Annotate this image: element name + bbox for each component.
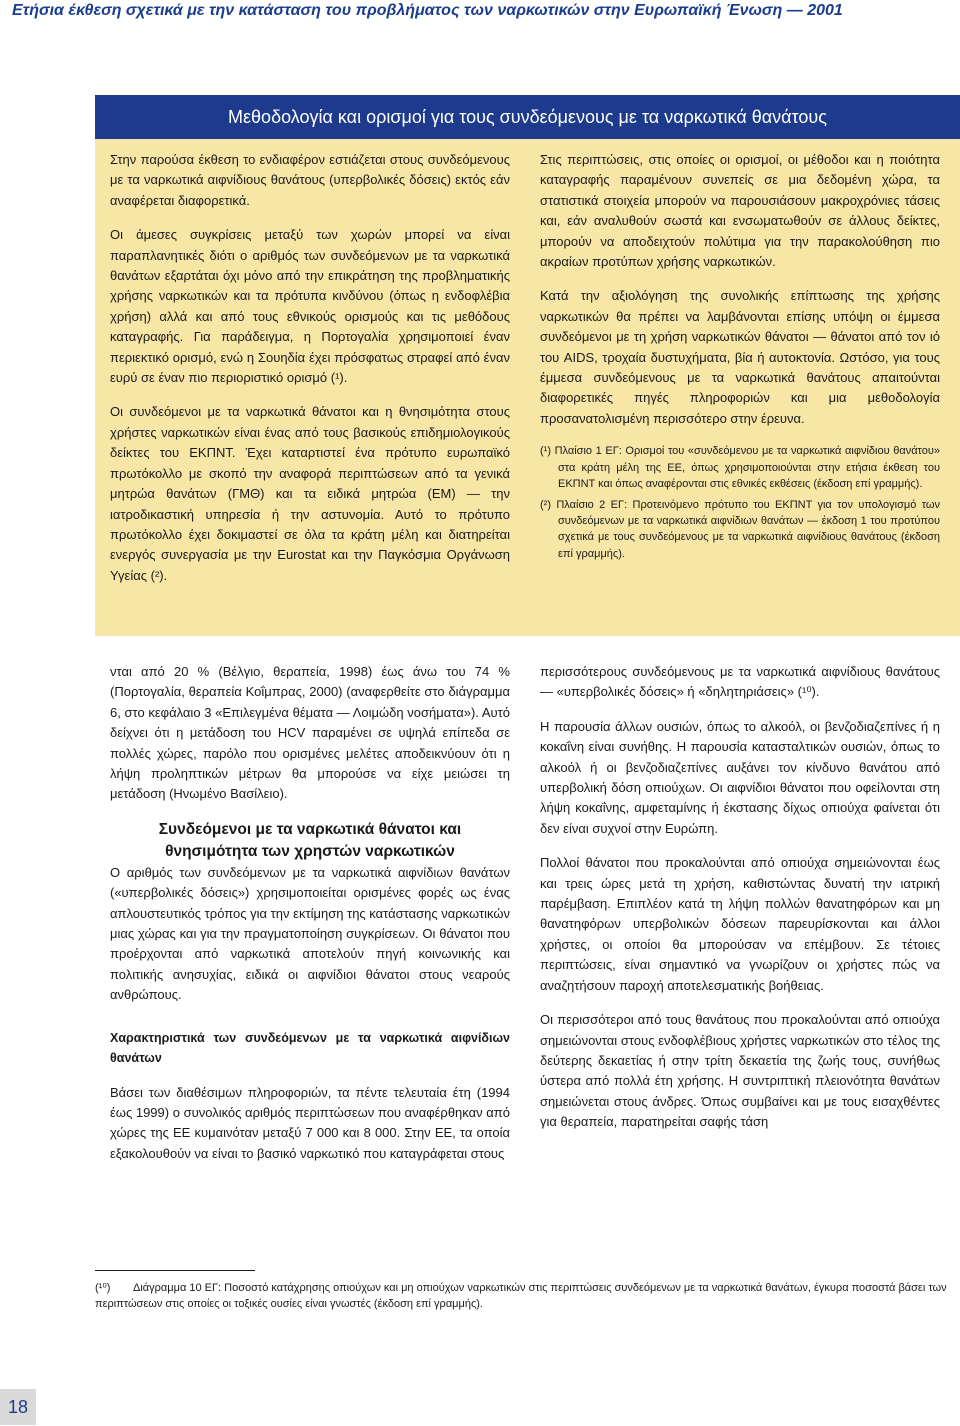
section-heading: [110, 819, 510, 863]
page-number: 18: [0, 1389, 36, 1425]
box-left-para: Οι συνδεόμενοι με τα ναρκωτικά θάνατοι και η θνησιμότητα στους χρήστες ναρκωτικών είναι ένας από τους βασικούς επιδημιολογικούς δείκτες του ΕΚΠΝΤ. Έχει καταρτιστεί ένα πρότυπο ευρωπαϊκό πρωτόκολλο με σκοπό την αναφορά περιπτώσεων από τα γενικά μητρώα θανάτων (ΓΜΘ) και τα ειδικά μητρώα (ΕΜ) — την ιατροδικαστική υπηρεσία ή την αστυνομία. Αυτό το πρότυπο πρωτόκολλο έχει δοκιμαστεί σε όλα τα κράτη μέλη και διατηρείται ενεργός συνεργασία με την Eurostat και την Παγκόσμια Οργάνωση Υγείας (²).: [110, 404, 510, 583]
box-right-para: Κατά την αξιολόγηση της συνολικής επίπτωσης της χρήσης ναρκωτικών θα πρέπει να λαμβάνονται επίσης υπόψη οι έμμεσα συνδεόμενοι με τη χρήση ναρκωτικών θάνατοι — θάνατοι από τον ιό του AIDS, τροχαία δυστυχήματα, βία ή αυτοκτονία. Ωστόσο, για τους έμμεσα συνδεόμενους με τα ναρκωτικά θανάτους απαιτούνται διαφορετικές πηγές πληροφοριών και μια μεθοδολογία προσανατολισμένη περισσότερο στην έρευνα.: [540, 288, 940, 426]
right-para: Οι περισσότεροι από τους θανάτους που προκαλούνται από οπιούχα σημειώνονται στους ενδοφλέβιους χρήστες ναρκωτικών στο τέλος της δεύτερης δεκαετίας ή στην τρίτη δεκαετία της ζωής τους, συνήθως ύστερα από πολλά έτη χρήσης. Η συντριπτική πλειονότητα θανάτων σημειώνεται στους άνδρες. Όπως συμβαίνει και με τους εισαχθέντες για θεραπεία, παρατηρείται σαφής τάση: [540, 1012, 940, 1130]
main-right-column: [540, 662, 940, 1147]
box-right-column: [540, 150, 940, 566]
right-para: Η παρουσία άλλων ουσιών, όπως το αλκοόλ, οι βενζοδιαζεπίνες ή η κοκαΐνη είναι συνήθης. Η παρουσία κατασταλτικών ουσιών, όπως το αλκοόλ ή οι βενζοδιαζεπίνες αυξάνει τον κίνδυνο θανάτου από υπερβολική δόση οπιούχων. Οι αιφνίδιοι θάνατοι που οφείλονται στη λήψη κοκαΐνης, αμφεταμίνης ή έκστασης δίχως οπιούχα φαίνεται ότι δεν είναι συχνοί στην Ευρώπη.: [540, 718, 940, 836]
section-heading-line: θνησιμότητα των χρηστών ναρκωτικών: [165, 842, 455, 860]
box-left-column: [110, 150, 510, 600]
sub-heading: Χαρακτηριστικά των συνδεόμενων με τα ναρκωτικά αιφνίδιων θανάτων: [110, 1030, 510, 1066]
section-heading-line: Συνδεόμενοι με τα ναρκωτικά θάνατοι και: [158, 820, 462, 838]
box-right-para: Στις περιπτώσεις, στις οποίες οι ορισμοί, οι μέθοδοι και η ποιότητα καταγραφής παραμένουν συνεπείς σε μια δεδομένη χώρα, τα στατιστικά στοιχεία μπορούν να παρουσιάσουν μακροχρόνιες τάσεις και, εάν αναλυθούν σωστά και ενσωματωθούν σε άλλους δείκτες, μπορούν να αποδειχτούν πολύτιμα για την παρακολούθηση πιο ακραίων προτύπων χρήσης ναρκωτικών.: [540, 152, 940, 270]
sub-para: Βάσει των διαθέσιμων πληροφοριών, τα πέντε τελευταία έτη (1994 έως 1999) ο συνολικός αριθμός περιπτώσεων που αναφέρθηκαν από χώρες της ΕΕ κυμαινόταν μεταξύ 7 000 και 8 000. Στην ΕΕ, τα οποία εξακολουθούν να είναι το βασικό ναρκωτικό που καταγράφεται στους: [110, 1084, 510, 1161]
intro-para: νται από 20 % (Βέλγιο, θεραπεία, 1998) έως άνω του 74 % (Πορτογαλία, θεραπεία Κοΐμπρας, 2000) (αναφερθείτε στο διάγραμμα 6, στο κεφάλαιο 3 «Επιλεγμένα θέματα — Λοιμώδη νοσήματα»). Αυτό δείχνει ότι η μετάδοση του HCV παραμένει σε υψηλά επίπεδα σε πολλές χώρες, παρόλο που ορισμένες μελέτες αποδεικνύουν ότι η λήψη προληπτικών μέτρων θα μπορούσε να είχε μειώσει τη μετάδοση (Ηνωμένο Βασίλειο).: [110, 664, 510, 802]
main-left-column: [110, 662, 510, 1178]
footnote: [95, 1280, 955, 1312]
footnote-number: (¹⁰): [95, 1282, 111, 1294]
box-title: Μεθοδολογία και ορισμοί για τους συνδεόμενους με τα ναρκωτικά θανάτους: [95, 95, 960, 139]
footnote-rule: [95, 1270, 255, 1271]
running-header: Ετήσια έκθεση σχετικά με την κατάσταση του προβλήματος των ναρκωτικών στην Ευρωπαϊκή Ένωση — 2001: [12, 2, 843, 19]
box-notes: [540, 443, 940, 562]
box-left-para: Στην παρούσα έκθεση το ενδιαφέρον εστιάζεται στους συνδεόμενους με τα ναρκωτικά αιφνίδιους θανάτους (υπερβολικές δόσεις) εκτός εάν αναφέρεται διαφορετικά.: [110, 152, 510, 208]
right-para: περισσότερους συνδεόμενους με τα ναρκωτικά αιφνίδιους θανάτους — «υπερβολικές δόσεις» ή «δηλητηριάσεις» (¹⁰).: [540, 664, 940, 700]
footnote-text: Διάγραμμα 10 ΕΓ: Ποσοστό κατάχρησης οπιούχων και μη οπιούχων ναρκωτικών στις περιπτώσεις συνδεόμενων με τα ναρκωτικά θανάτων, έγκυρα ποσοστά βάσει των περιπτώσεων στις οποίες οι τοξικές ουσίες είναι γνωστές (έκδοση επί γραμμής).: [95, 1282, 947, 1310]
section-para: Ο αριθμός των συνδεόμενων με τα ναρκωτικά αιφνίδιων θανάτων («υπερβολικές δόσεις») χρησιμοποιείται ορισμένες φορές ως ένας απλουστευτικός τρόπος για την εκτίμηση της κατάστασης ναρκωτικών μιας χώρας και για την πραγματοποίηση συγκρίσεων. Οι θάνατοι που προέρχονται από ναρκωτικά αποτελούν πηγή κοινωνικής και πολιτικής ανησυχίας, ειδικά οι αιφνίδιοι θάνατοι στους νεαρούς ανθρώπους.: [110, 864, 510, 1003]
box-left-para: Οι άμεσες συγκρίσεις μεταξύ των χωρών μπορεί να είναι παραπλανητικές διότι ο αριθμός των συνδεόμενων με τα ναρκωτικά θανάτων εξαρτάται όχι μόνο από την επικράτηση της προβληματικής χρήσης ναρκωτικών και τα πρότυπα κινδύνου (όπως η ενδοφλέβια χρήση) αλλά και από τους εθνικούς ορισμούς και τις μεθόδους καταγραφής. Για παράδειγμα, η Πορτογαλία χρησιμοποιεί έναν περιεκτικό ορισμό, ενώ η Σουηδία έχει πρόσφατως στραφεί από έναν ευρύ σε έναν πιο περιοριστικό ορισμό (¹).: [110, 227, 510, 386]
box-note: (²) Πλαίσιο 2 ΕΓ: Προτεινόμενο πρότυπο του ΕΚΠΝΤ για τον υπολογισμό των συνδεόμενων με τα ναρκωτικά αιφνίδιων θανάτων — έκδοση 1 του προτύπου σχετικά με τους συνδεόμενους με τα ναρκωτικά αιφνίδιους θανάτους (έκδοση επί γραμμής).: [540, 498, 940, 560]
right-para: Πολλοί θάνατοι που προκαλούνται από οπιούχα σημειώνονται έως και τρεις ώρες μετά τη χρήση, καθιστώντας δυνατή την ιατρική παρέμβαση. Επιπλέον κατά τη λήψη πολλών θανατηφόρων και μη θανατηφόρων υπερβολικών δόσεων παρευρίσκονται και άλλοι χρήστες, οι οποίοι θα μπορούσαν να επέμβουν. Σε τέτοιες περιπτώσεις, είναι σημαντικό να γνωρίζουν οι χρήστες πώς να αναζητήσουν παροχή αποτελεσματικής βοήθειας.: [540, 855, 940, 993]
box-note: (¹) Πλαίσιο 1 ΕΓ: Ορισμοί του «συνδεόμενου με τα ναρκωτικά αιφνίδιου θανάτου» στα κράτη μέλη της ΕΕ, όπως χρησιμοποιούνται στην ετήσια έκθεση του ΕΚΠΝΤ και όπως αναφέρονται στις εθνικές εκθέσεις (έκδοση επί γραμμής).: [540, 445, 940, 491]
